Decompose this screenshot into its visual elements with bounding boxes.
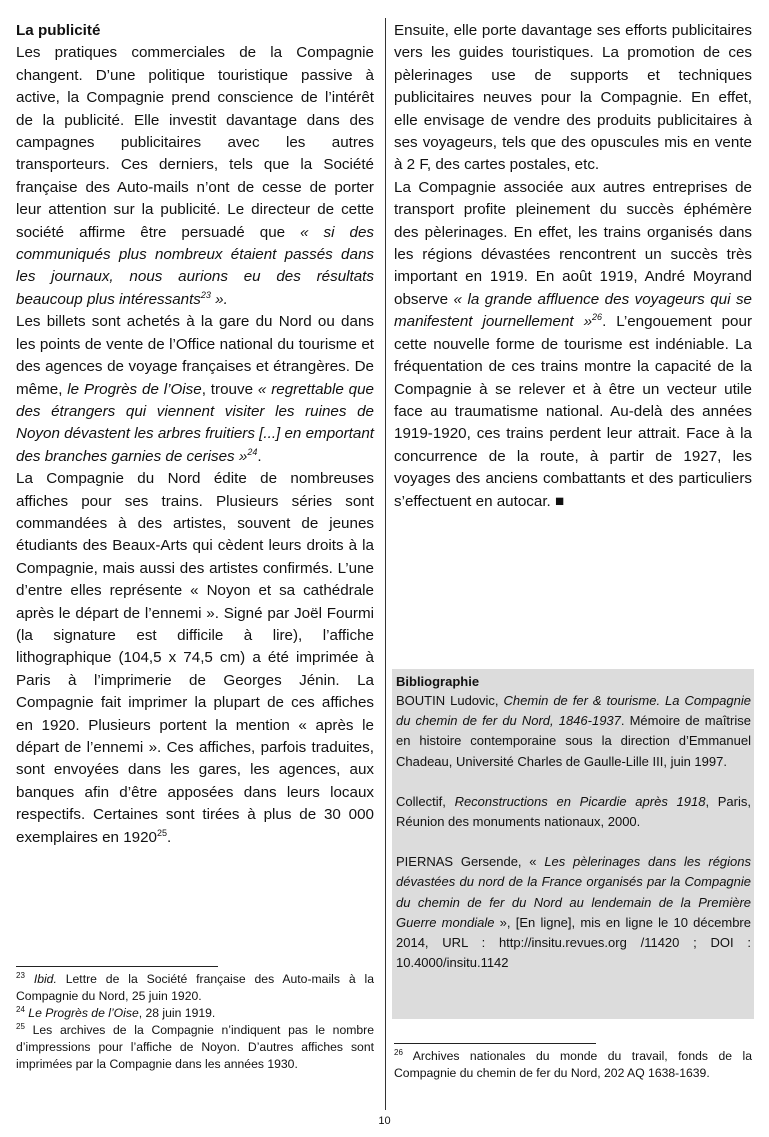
paragraph: Les pratiques commerciales de la Compagnie changent. D’une politique touristique passive à active, la Compagnie prend conscience de l’intérêt de la publicité. Elle investit davantage dans des campagnes publicitaires avec les autres transporteurs. Ces derniers, tels que la Société française des Auto-mails n’ont de cesse de porter leur attention sur la publicité. Le directeur de cette société affirme être persuadé que « si des communiqués plus nombreux étaient passés dans les journaux, nous aurions eu des résultats beaucoup plus intéressants$^{23}$ ». — [16, 44, 375, 308]
right-body — [394, 20, 752, 513]
bibliography-entry: Collectif, Reconstructions en Picardie après 1918, Paris, Réunion des monuments nationaux, 2000. — [396, 793, 751, 830]
footnote: $^{24}$ Le Progrès de l’Oise, 28 juin 1919. — [16, 1004, 216, 1020]
quote: « la grande affluence des voyageurs qui se manifestent journellement » — [394, 290, 752, 331]
left-column — [16, 20, 374, 849]
page-number: 10 — [378, 1115, 391, 1127]
footnote-ref[interactable]: 26 — [592, 312, 603, 323]
paragraph: La Compagnie associée aux autres entreprises de transport profite pleinement du succès éphémère des pèlerinages. En effet, les trains organisés dans les régions dévastées rencontrent un succès très important en 1919. En août 1919, André Moyrand observe « la grande affluence des voyageurs qui se manifestent journellement »$^{26}$. L’engouement pour cette nouvelle forme de tourisme est indéniable. La fréquentation de ces trains montre la capacité de la Compagnie à se relever et à être un vecteur utile face au traumatisme national. Au-delà des années 1919-1920, ces trains perdent leur attrait. Face à la concurrence de la route, à partir de 1927, les voyages des anciens combattants et des particuliers s’effectuent en autocar. ■ — [394, 178, 753, 510]
footnote-rule — [394, 1043, 596, 1044]
paragraph: Ensuite, elle porte davantage ses efforts publicitaires vers les guides touristiques. La promotion de ces pèlerinages use de supports et techniques publicitaires neuves pour la Compagnie. En effet, elle envisage de vendre des produits publicitaires à ses voyageurs, tels que des opuscules mis en vente à 2 F, des cartes postales, etc. — [394, 22, 752, 174]
bibliography-box — [392, 669, 754, 1019]
newspaper-title: le Progrès de l’Oise — [67, 380, 202, 398]
paragraph: La Compagnie du Nord édite de nombreuses affiches pour ses trains. Plusieurs séries sont commandées à des artistes, souvent de jeunes étudiants des Beaux-Arts qui cèdent leurs droits à la Compagnie, mais aussi des artistes confirmés. L’une d’entre elles représente « Noyon et sa cathédrale après le départ de l’ennemi ». Signé par Joël Fourmi (la signature est difficile à lire), l’affiche lithographique (104,5 x 74,5 cm) a été imprimée à Paris à l’imprimerie de Georges Jénin. La Compagnie fait imprimer la plupart de ces affiches en 1920. Plusieurs portent la mention « après le départ de l’ennemi ». Ces affiches, parfois traduites, sont envoyées dans les gares, les agences, aux banques afin d’être apposées dans leurs locaux respectifs. Certaines sont tirées à plus de 30 000 exemplaires en 1920$^{25}$. — [16, 470, 374, 846]
quote: « regrettable que des étrangers qui viennent visiter les ruines de Noyon dévastent les arbres fruitiers [...] en emportant des branches garnies de cerises » — [16, 380, 375, 465]
footnote: $^{23}$ Ibid. Lettre de la Société française des Auto-mails à la Compagnie du Nord, 25 juin 1920. — [16, 970, 374, 1003]
end-mark-icon: ■ — [555, 492, 565, 510]
right-footnotes — [394, 1048, 752, 1082]
bibliography-title: Bibliographie — [396, 674, 480, 689]
right-column — [394, 20, 752, 513]
quote: « si des communiqués plus nombreux étaient passés dans les journaux, nous aurions eu des résultats beaucoup plus intéressants — [16, 223, 375, 308]
bibliography-entry: PIERNAS Gersende, « Les pèlerinages dans les régions dévastées du nord de la France organisés par la Compagnie du chemin de fer du Nord au lendemain de la Première Guerre mondiale », [En ligne], mis en ligne le 10 décembre 2014, URL : http://insitu.revues.org /11420 ; DOI : 10.4000/insitu.1142 — [396, 854, 751, 971]
footnote-ref[interactable]: 25 — [157, 827, 168, 838]
footnote-ref[interactable]: 23 — [200, 289, 211, 300]
section-heading: La publicité — [16, 22, 101, 39]
footnote-rule — [16, 966, 218, 967]
paragraph: Les billets sont achetés à la gare du Nord ou dans les points de vente de l’Office national du tourisme et des agences de voyage françaises et étrangères. De même, le Progrès de l’Oise, trouve « regrettable que des étrangers qui viennent visiter les ruines de Noyon dévastent les arbres fruitiers [...] en emportant des branches garnies de cerises »$^{24}$. — [16, 313, 375, 465]
footnote: $^{26}$ Archives nationales du monde du travail, fonds de la Compagnie du chemin de fer du Nord, 202 AQ 1638-1639. — [394, 1047, 752, 1080]
bibliography-entry: BOUTIN Ludovic, Chemin de fer & tourisme. La Compagnie du chemin de fer du Nord, 1846-1937. Mémoire de maîtrise en histoire contemporaine sous la direction d’Emmanuel Chadeau, Université Charles de Gaulle-Lille III, juin 1997. — [396, 693, 751, 769]
left-body — [16, 42, 374, 849]
footnote-ref[interactable]: 24 — [247, 446, 258, 457]
left-footnotes — [16, 971, 374, 1073]
column-divider — [385, 18, 386, 1110]
footnote: $^{25}$ Les archives de la Compagnie n’indiquent pas le nombre d’impressions pour l’affiche de Noyon. D’autres affiches sont imprimées par la Compagnie dans les années 1930. — [16, 1021, 374, 1071]
